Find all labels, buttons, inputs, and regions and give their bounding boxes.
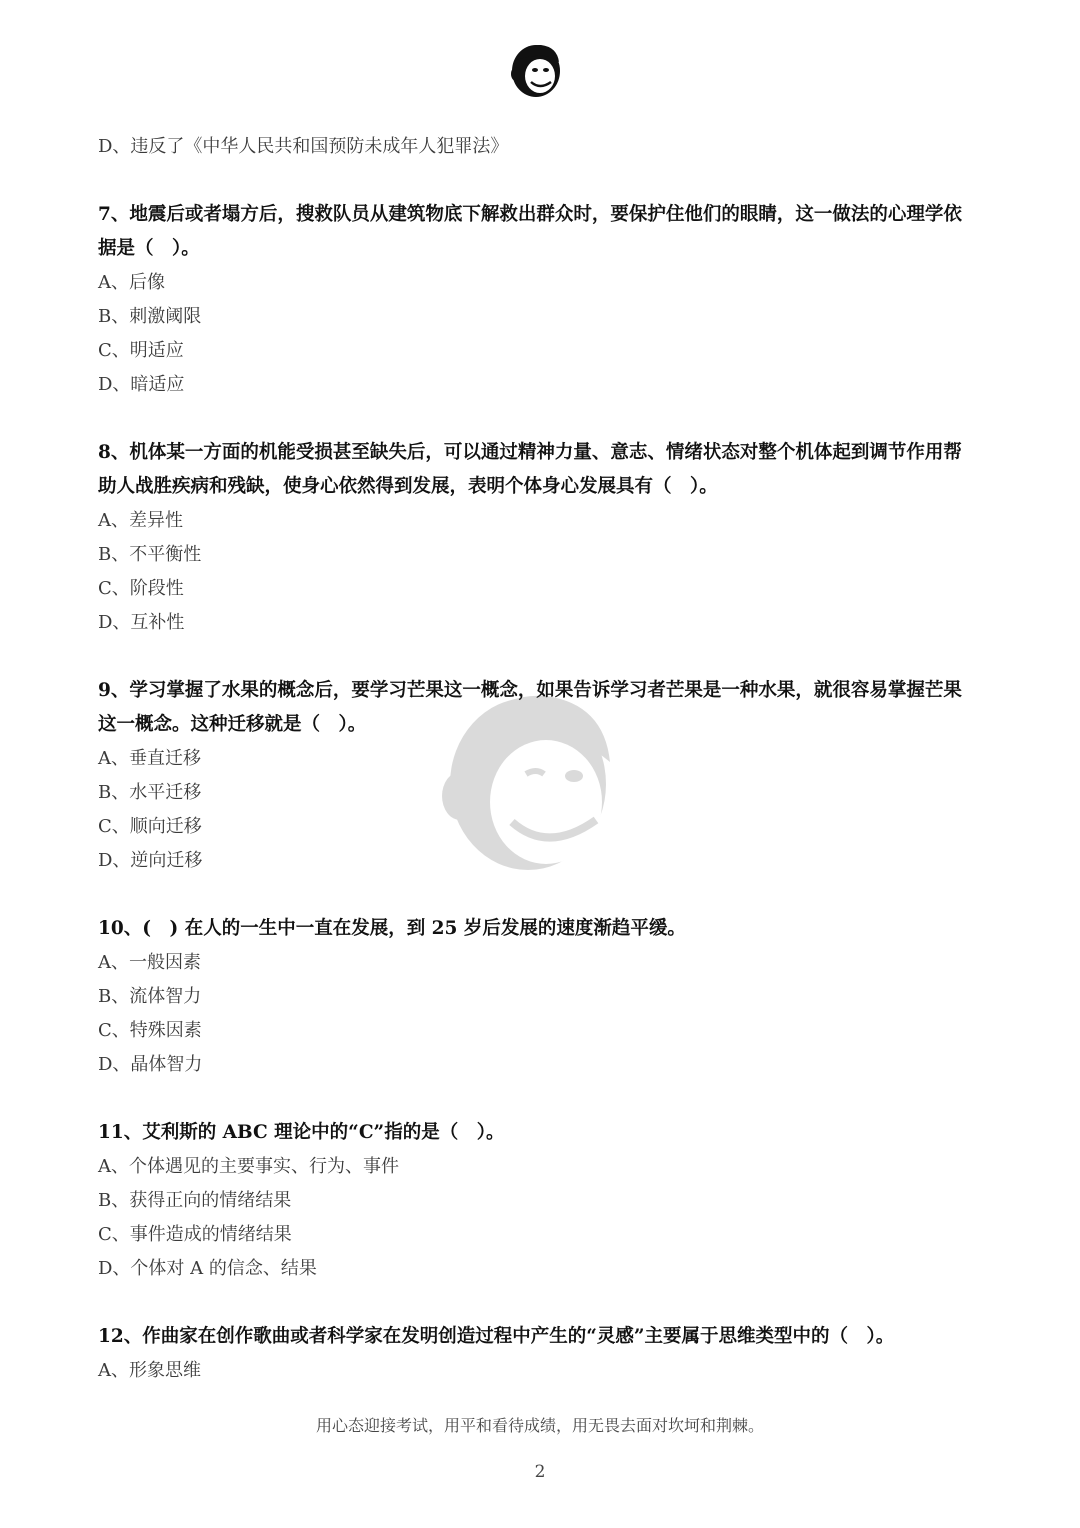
footer-motto: 用心态迎接考试，用平和看待成绩，用无畏去面对坎坷和荆棘。 bbox=[315, 1416, 764, 1435]
question-title-line: 7、地震后或者塌方后，搜救队员从建筑物底下解救出群众时，要保护住他们的眼睛，这一做法的心理学依 bbox=[98, 204, 962, 225]
question-title-line: 10、( ) 在人的一生中一直在发展，到 25 岁后发展的速度渐趋平缓。 bbox=[98, 918, 686, 939]
question-title-line: 8、机体某一方面的机能受损甚至缺失后，可以通过精神力量、意志、情绪状态对整个机体起到调节作用帮 bbox=[98, 442, 962, 463]
option-c: C、顺向迁移 bbox=[98, 816, 202, 837]
question-8 bbox=[98, 436, 988, 640]
option-c: C、事件造成的情绪结果 bbox=[98, 1224, 292, 1245]
option-d: D、逆向迁移 bbox=[98, 850, 203, 871]
document-body bbox=[98, 130, 988, 1388]
option-a: A、形象思维 bbox=[98, 1360, 201, 1381]
option-b: B、获得正向的情绪结果 bbox=[98, 1190, 292, 1211]
question-9 bbox=[98, 674, 988, 878]
option-b: B、刺激阈限 bbox=[98, 306, 202, 327]
question-title-line: 11、艾利斯的 ABC 理论中的“C”指的是（ ）。 bbox=[98, 1122, 505, 1143]
option-a: A、一般因素 bbox=[98, 952, 201, 973]
option-c: C、特殊因素 bbox=[98, 1020, 202, 1041]
option-prev-d: D、违反了《中华人民共和国预防未成年人犯罪法》 bbox=[98, 136, 509, 157]
option-a: A、垂直迁移 bbox=[98, 748, 201, 769]
question-title-line: 助人战胜疾病和残缺，使身心依然得到发展，表明个体身心发展具有（ ）。 bbox=[98, 476, 718, 497]
question-7 bbox=[98, 198, 988, 402]
option-a: A、差异性 bbox=[98, 510, 183, 531]
option-c: C、阶段性 bbox=[98, 578, 184, 599]
page-number: 2 bbox=[534, 1462, 546, 1482]
monkey-logo-icon bbox=[505, 38, 567, 100]
question-title-line: 9、学习掌握了水果的概念后，要学习芒果这一概念，如果告诉学习者芒果是一种水果，就很容易掌握芒果 bbox=[98, 680, 962, 701]
option-d: D、互补性 bbox=[98, 612, 185, 633]
option-c: C、明适应 bbox=[98, 340, 184, 361]
option-d: D、晶体智力 bbox=[98, 1054, 203, 1075]
option-b: B、流体智力 bbox=[98, 986, 202, 1007]
question-12 bbox=[98, 1320, 988, 1388]
option-a: A、后像 bbox=[98, 272, 165, 293]
option-b: B、不平衡性 bbox=[98, 544, 202, 565]
option-d: D、暗适应 bbox=[98, 374, 185, 395]
question-10 bbox=[98, 912, 988, 1082]
question-title-line: 据是（ ）。 bbox=[98, 238, 200, 259]
question-title-line: 12、作曲家在创作歌曲或者科学家在发明创造过程中产生的“灵感”主要属于思维类型中的（ ）。 bbox=[98, 1326, 895, 1347]
question-11 bbox=[98, 1116, 988, 1286]
option-d: D、个体对 A 的信念、结果 bbox=[98, 1258, 317, 1279]
option-a: A、个体遇见的主要事实、行为、事件 bbox=[98, 1156, 399, 1177]
option-b: B、水平迁移 bbox=[98, 782, 202, 803]
question-title-line: 这一概念。这种迁移就是（ ）。 bbox=[98, 714, 367, 735]
